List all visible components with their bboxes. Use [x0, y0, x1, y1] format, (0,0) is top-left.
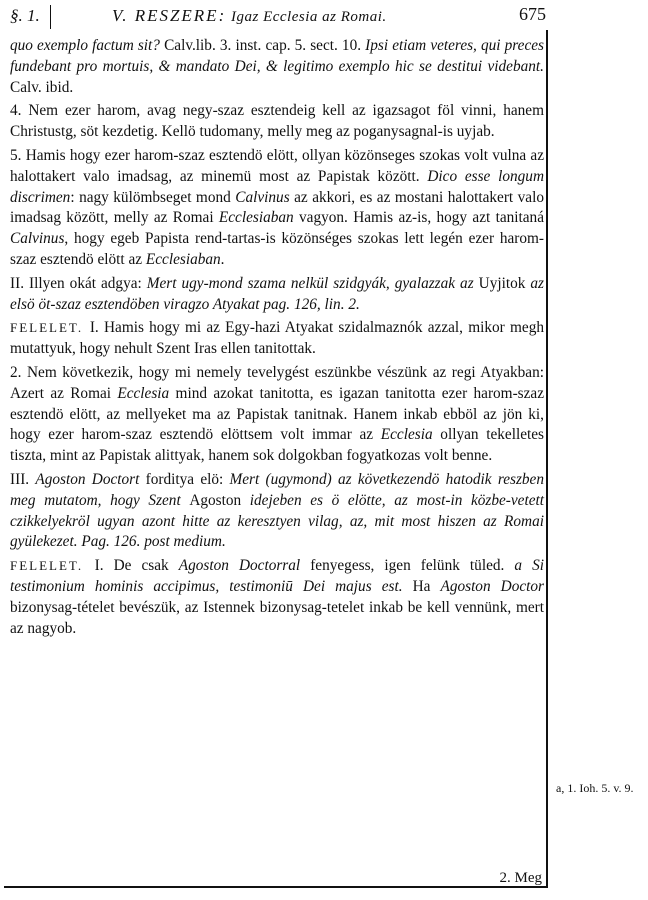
text-run: Agoston Doctor: [440, 577, 544, 595]
text-run: Calv.lib. 3. inst. cap. 5. sect. 10.: [164, 37, 366, 54]
text-run: 5. Hamis hogy ezer harom-szaz esztendö elött, ollyan közönseges szokas volt vulna az halottakert valo imadsag, az minemü most az Papistak között.: [10, 146, 544, 185]
text-run: Agoston: [189, 491, 242, 509]
paragraph-p7: [10, 556, 544, 639]
text-run: 4. Nem ezer harom, avag negy-szaz esztendeig kell az igazsagot föl vinni, hanem Christustg, söt kezdetig. Kellö tudomany, melly meg az poganysagnal-is uyjab.: [10, 102, 544, 141]
text-run: fenyegess, igen felünk tüled.: [300, 557, 515, 575]
text-run: Mert (ugymond) az következendö hatodik reszben meg mutatom, hogy Szent: [10, 470, 544, 509]
paragraph-p3: [10, 274, 544, 316]
paragraph-p5: [10, 363, 544, 467]
margin-note: a, 1. Ioh. 5. v. 9.: [556, 781, 634, 795]
text-run: bizonysag-tételet bevészük, az Istennek bizonysag-tetelet inkab be kell vennünk, mert az nagyob.: [10, 598, 544, 637]
text-run: Ipsi etiam veteres, qui preces fundebant pro mortuis, & mandato Dei, & legitimo exemplo hic se destitui videbant.: [10, 37, 544, 75]
text-run: a Si testimonium hominis accipimus, testimoniū Dei majus est.: [10, 557, 545, 595]
text-run: Ecclesiaban: [145, 250, 221, 268]
text-run: FELELET.: [10, 320, 90, 336]
running-title-rest: Igaz Ecclesia az Romai.: [230, 9, 387, 25]
text-run: Mert ugy-mond szama nelkül szidgyák, gyalazzak az: [146, 274, 479, 292]
text-run: quo exemplo factum sit?: [10, 37, 165, 54]
text-run: III.: [10, 470, 36, 488]
text-run: FELELET.: [10, 558, 95, 574]
paragraph-p0: [10, 36, 544, 98]
text-run: ollyan tekelletes tiszta, mint az Papistak alittyak, hanem sok dolgokban fogyatkozas volt benne.: [10, 426, 544, 465]
running-title-caps: V. RESZERE:: [112, 6, 227, 25]
text-run: Calvinus: [10, 230, 65, 248]
paragraph-p2: [10, 146, 544, 271]
paragraph-p4: [10, 318, 544, 360]
text-run: Agoston Doctorral: [178, 557, 301, 575]
text-run: I. De csak: [94, 557, 179, 575]
text-run: 2. Nem következik, hogy mi nemely tevelygést eszünkbe vészünk az regi Atyakban: Azert az Romai: [10, 363, 544, 402]
text-run: forditya elö:: [139, 470, 230, 488]
text-run: Ha: [402, 577, 441, 595]
text-run: Agoston Doctort: [35, 470, 140, 488]
text-run: .: [220, 250, 225, 268]
text-run: Calv. ibid.: [10, 78, 74, 96]
text-run: idejeben es ö elötte, az most-in közbe-vetett czikkelyekröl ugyan azont hitte az keresztyen vilag, az, mit most hiszen az Romai gyülekezet. Pag. 126. post medium.: [10, 491, 544, 551]
text-run: vagyon. Hamis az-is, hogy azt tanitaná: [293, 209, 544, 227]
page-body: [10, 36, 544, 639]
running-header: [10, 4, 550, 28]
text-run: : nagy külömbseget mond: [70, 188, 236, 206]
text-run: Ecclesiaban: [218, 209, 294, 227]
text-run: mind azokat tanitotta, es igazan tanitotta ezer harom-szaz esztendö elött, az mellyeket ma az Papistak tanitnak. Hanem inkab ebböl az jön ki, hogy ezer harom-szaz esztendö elöttsem volt immar az: [10, 384, 544, 444]
text-run: I. Hamis hogy mi az Egy-hazi Atyakat szidalmaznók azzal, mikor megh mutattyuk, hogy nehult Szent Iras ellen tanitottak.: [10, 319, 544, 358]
header-divider: [50, 5, 51, 29]
text-run: az akkori, es az mostani halottakert valo imadsag között, melly az Romai: [10, 188, 544, 227]
section-mark: §. 1.: [10, 6, 40, 25]
paragraph-p6: [10, 470, 544, 553]
text-run: az elsö öt-szaz esztendöben viragzo Atyakat pag. 126, lin. 2.: [10, 274, 544, 313]
page-number: 675: [519, 4, 546, 24]
text-run: II. Illyen okát adgya:: [10, 274, 147, 292]
text-run: Calvinus: [235, 188, 290, 206]
text-run: Ecclesia: [117, 384, 170, 402]
text-run: , hogy egeb Papista rend-tartas-is közönséges szokas lett legén ezer harom-szaz esztendö elött az: [10, 230, 544, 268]
text-run: Uyjitok: [478, 274, 526, 292]
catchword: 2. Meg: [499, 870, 542, 886]
text-run: Dico esse longum discrimen: [10, 167, 544, 206]
text-run: Ecclesia: [380, 426, 433, 444]
paragraph-p1: [10, 101, 544, 143]
running-title: [112, 6, 387, 26]
